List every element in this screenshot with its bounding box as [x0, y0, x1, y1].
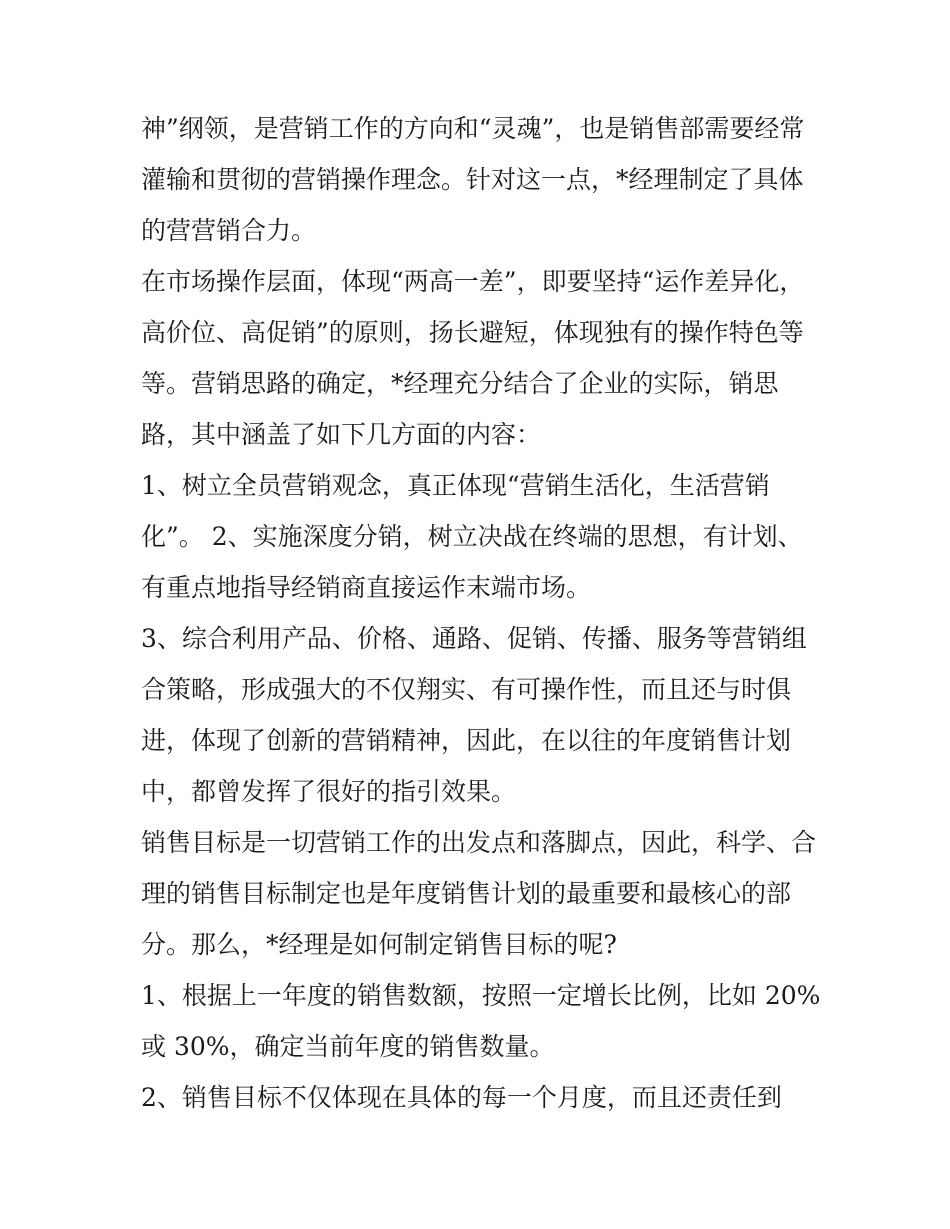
text-line: 在市场操作层面，体现“两高一差”，即要坚持“运作差异化，: [141, 267, 805, 296]
text-line: 1、根据上一年度的销售数额，按照一定增长比例，比如 20%: [141, 981, 821, 1010]
text-line: 有重点地指导经销商直接运作末端市场。: [141, 573, 592, 602]
text-line: 1、树立全员营销观念，真正体现“营销生活化，生活营销: [141, 471, 770, 500]
text-line: 合策略，形成强大的不仅翔实、有可操作性，而且还与时俱: [141, 675, 792, 704]
text-line: 分。那么，*经理是如何制定销售目标的呢?: [141, 930, 617, 959]
text-line: 或 30%，确定当前年度的销售数量。: [141, 1032, 555, 1061]
text-line: 中，都曾发挥了很好的指引效果。: [141, 777, 517, 806]
text-line: 3、综合利用产品、价格、通路、促销、传播、服务等营销组: [141, 624, 807, 653]
text-line: 的营营销合力。: [141, 216, 317, 245]
text-line: 化”。 2、实施深度分销，树立决战在终端的思想，有计划、: [141, 522, 803, 551]
text-line: 神”纲领，是营销工作的方向和“灵魂”，也是销售部需要经常: [141, 114, 805, 143]
text-line: 理的销售目标制定也是年度销售计划的最重要和最核心的部: [141, 879, 792, 908]
text-line: 路，其中涵盖了如下几方面的内容：: [141, 420, 542, 449]
text-line: 高价位、高促销”的原则，扬长避短，体现独有的操作特色等: [141, 318, 804, 347]
text-line: 等。营销思路的确定，*经理充分结合了企业的实际，销思: [141, 369, 779, 398]
text-line: 进，体现了创新的营销精神，因此，在以往的年度销售计划: [141, 726, 792, 755]
text-line: 销售目标是一切营销工作的出发点和落脚点，因此，科学、合: [141, 828, 817, 857]
text-line: 2、销售目标不仅体现在具体的每一个月度，而且还责任到: [141, 1083, 782, 1112]
text-line: 灌输和贯彻的营销操作理念。针对这一点，*经理制定了具体: [141, 165, 804, 194]
